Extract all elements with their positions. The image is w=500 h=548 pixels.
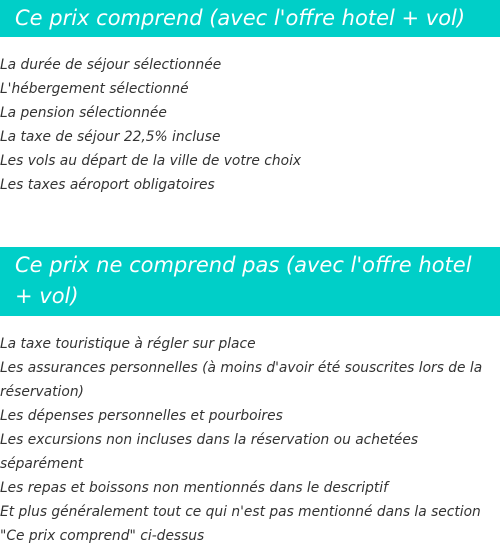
section-spacer — [0, 197, 500, 247]
included-item: La durée de séjour sélectionnée — [0, 57, 222, 73]
included-list — [0, 53, 500, 197]
included-item: Les vols au départ de la ville de votre choix — [0, 153, 302, 169]
excluded-list — [0, 332, 500, 548]
excluded-section — [0, 247, 500, 548]
included-item: L'hébergement sélectionné — [0, 81, 189, 97]
excluded-item: Et plus généralement tout ce qui n'est pas mentionné dans la section "Ce prix comprend" ci-dessus — [0, 504, 481, 544]
included-item: Les taxes aéroport obligatoires — [0, 177, 215, 193]
excluded-title: Ce prix ne comprend pas (avec l'offre hotel + vol) — [0, 247, 500, 316]
excluded-item: Les dépenses personnelles et pourboires — [0, 408, 283, 424]
excluded-item: Les repas et boissons non mentionnés dans le descriptif — [0, 480, 388, 496]
included-title: Ce prix comprend (avec l'offre hotel + vol) — [0, 0, 500, 37]
excluded-item: La taxe touristique à régler sur place — [0, 336, 256, 352]
excluded-item: Les excursions non incluses dans la réservation ou achetées séparément — [0, 432, 419, 472]
included-item: La pension sélectionnée — [0, 105, 167, 121]
included-item: La taxe de séjour 22,5% incluse — [0, 129, 221, 145]
excluded-item: Les assurances personnelles (à moins d'avoir été souscrites lors de la réservation) — [0, 360, 483, 400]
included-section — [0, 0, 500, 197]
